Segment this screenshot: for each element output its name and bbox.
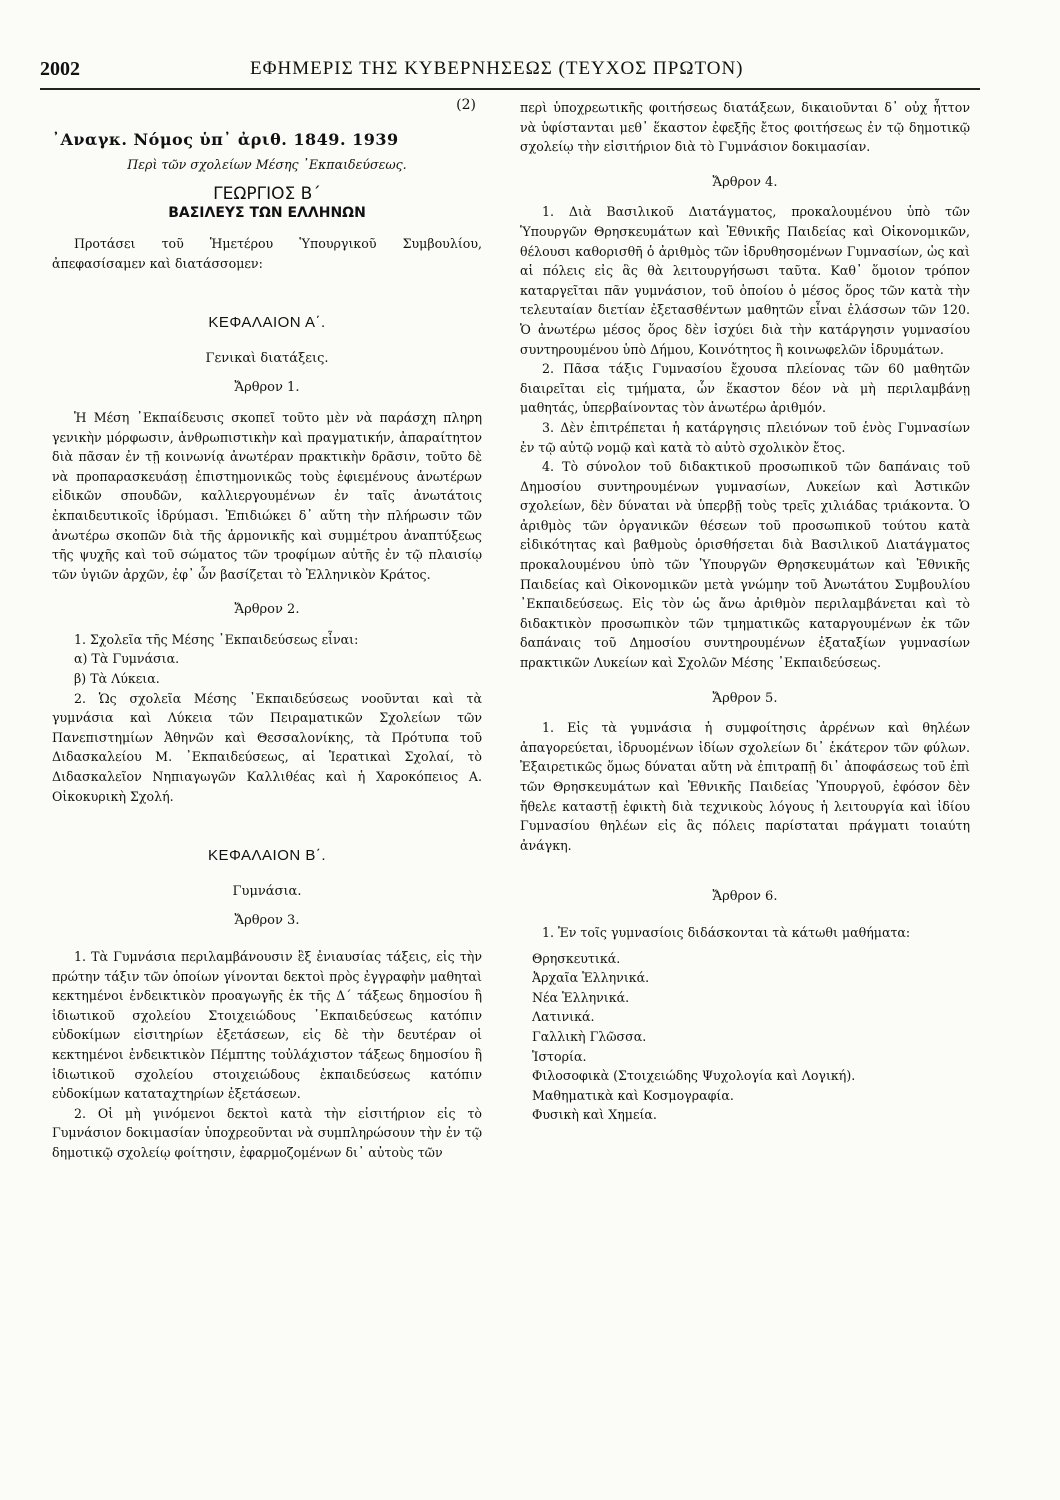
subject-item: Ἱστορία. <box>532 1048 587 1064</box>
subject-item: Νέα Ἑλληνικά. <box>532 989 630 1005</box>
subject-item: Γαλλικὴ Γλῶσσα. <box>532 1028 647 1044</box>
gazette-title: ΕΦΗΜΕΡΙΣ ΤΗΣ ΚΥΒΕΡΝΗΣΕΩΣ (ΤΕΥΧΟΣ ΠΡΩΤΟΝ) <box>250 58 744 79</box>
subject-item: Μαθηματικὰ καὶ Κοσμογραφία. <box>532 1087 734 1103</box>
law-subject: Περὶ τῶν σχολείων Μέσης ᾿Εκπαιδεύσεως. <box>127 157 407 173</box>
continuation-text: περὶ ὑποχρεωτικῆς φοιτήσεως διατάξεων, δικαιοῦνται δ᾿ οὐχ ἧττον νὰ ὑφίστανται μεθ᾿ ἕκαστον ἐφεξῆς ἔτος φοιτήσεως ἐν τῷ δημοτικῷ σχολείῳ τὴν εἰσιτήριον διὰ τὸ Γυμνάσιον δοκιμασίαν. <box>520 100 970 155</box>
chapter-a-subtitle: Γενικαὶ διατάξεις. <box>205 350 329 366</box>
article-3-para-2: 2. Οἱ μὴ γινόμενοι δεκτοὶ κατὰ τὴν εἰσιτήριον εἰς τὸ Γυμνάσιον δοκιμασίαν ὑποχρεοῦνται νὰ συμπληρώσουν τὴν ἐν τῷ δημοτικῷ σχολείῳ φοίτησιν, ἐφαρμοζομένων δι᾿ αὐτοὺς τῶν <box>52 1105 482 1160</box>
king-title: ΒΑΣΙΛΕΥΣ ΤΩΝ ΕΛΛΗΝΩΝ <box>168 205 366 222</box>
chapter-b-subtitle: Γυμνάσια. <box>232 883 302 899</box>
article-6-para-1: 1. Ἐν τοῖς γυμνασίοις διδάσκονται τὰ κάτωθι μαθήματα: <box>542 924 911 940</box>
law-marker: (2) <box>456 97 476 113</box>
subject-item: Φυσικὴ καὶ Χημεία. <box>532 1107 657 1123</box>
chapter-b-title: ΚΕΦΑΛΑΙΟΝ Β΄. <box>207 847 327 865</box>
article-4-para-1: 1. Διὰ Βασιλικοῦ Διατάγματος, προκαλουμένου ὑπὸ τῶν Ὑπουργῶν Θρησκευμάτων καὶ Ἐθνικῆς Παιδείας καὶ Οἰκονομικῶν, θέλουσι καθορισθῆ ὁ ἀριθμὸς τῶν ἱδρυθησομένων Γυμνασίων, ὡς καὶ αἱ πόλεις εἰς ἃς θὰ λειτουργήσωσι ταῦτα. Καθ᾿ ὅμοιον τρόπον καταργεῖται πᾶν γυμνάσιον, τοῦ ὁποίου ὁ μέσος ὅρος τῶν κατὰ τὴν τελευταίαν διετίαν ἐξετασθέντων μαθητῶν εἶναι ἐλάσσων τῶν 120. Ὁ ἀνωτέρω μέσος ὅρος δὲν ἰσχύει διὰ τὴν κατάργησιν γυμνασίου συντηρουμένου ὑπὸ Δήμου, Κοινότητος ἢ κοινωφελῶν ἱδρυμάτων. <box>520 204 970 357</box>
law-title: ᾿Αναγκ. Νόμος ὑπ᾿ ἀριθ. 1849. 1939 <box>52 129 399 149</box>
article-2-title: Ἄρθρον 2. <box>234 602 300 618</box>
subject-item: Θρησκευτικά. <box>532 950 621 966</box>
article-4-para-2: 2. Πᾶσα τάξις Γυμνασίου ἔχουσα πλείονας τῶν 60 μαθητῶν διαιρεῖται εἰς τμήματα, ὧν ἕκαστον δέον νὰ μὴ περιλαμβάνῃ μαθητάς, ὑπερβαίνοντας τὸν ἀνωτέρω ἀριθμόν. <box>520 361 970 416</box>
article-1-title: Ἄρθρον 1. <box>234 380 300 396</box>
king-name: ΓΕΩΡΓΙΟΣ Β΄ <box>213 183 321 204</box>
subjects-list <box>520 949 970 1125</box>
page-number: 2002 <box>40 58 80 80</box>
article-2-item-a: α) Τὰ Γυμνάσια. <box>74 651 180 667</box>
subject-item: Λατινικά. <box>532 1009 595 1025</box>
article-1-text: Ἡ Μέση ᾿Εκπαίδευσις σκοπεῖ τοῦτο μὲν νὰ παράσχη πληρη γενικὴν μόρφωσιν, ἀνθρωπιστικὴν καὶ πραγματικήν, ἀπαραίτητον διὰ πᾶσαν ἐν τῇ κοινωνίᾳ ἀνωτέραν πρακτικὴν δρᾶσιν, τοῦτο δὲ νὰ προπαρασκευάσῃ ἐπιστημονικῶς τοὺς ἐφιεμένους ἀνωτέρων εἰδικῶν σπουδῶν, καλλιεργουμένων ἐν ταῖς ἀνωτάτοις ἐκπαιδευτικοῖς ἱδρύμασι. Ἐπιδιώκει δ᾿ αὕτη τὴν πλήρωσιν τῶν ἀνωτέρω σκοπῶν διὰ τῆς ἁρμονικῆς καὶ συμμέτρου ἀναπτύξεως τῆς ψυχῆς καὶ τοῦ σώματος τῶν τροφίμων αὐτῆς ἐν τῷ πλαισίῳ τῶν ὑγιῶν ἀρχῶν, ἐφ᾿ ὧν βασίζεται τὸ Ἑλληνικὸν Κράτος. <box>52 409 482 582</box>
preamble: Προτάσει τοῦ Ἡμετέρου Ὑπουργικοῦ Συμβουλίου, ἀπεφασίσαμεν καὶ διατάσσομεν: <box>52 235 482 271</box>
page-header <box>40 58 980 88</box>
article-6-title: Ἄρθρον 6. <box>712 889 778 905</box>
article-2-para-1: 1. Σχολεῖα τῆς Μέσης ᾿Εκπαιδεύσεως εἶναι: <box>74 631 359 647</box>
subject-item: Ἀρχαῖα Ἑλληνικά. <box>532 970 650 986</box>
article-4-title: Ἄρθρον 4. <box>712 174 778 190</box>
article-3-para-1: 1. Τὰ Γυμνάσια περιλαμβάνουσιν ἓξ ἐνιαυσίας τάξεις, εἰς τὴν πρώτην τάξιν τῶν ὁποίων γίνονται δεκτοὶ πρὸς ἐγγραφὴν μαθηταὶ κεκτημένοι ἐνδεικτικὸν προαγωγῆς ἐκ τῆς Δ΄ τάξεως δημοσίου ἢ ἰδιωτικοῦ σχολείου Στοιχειώδους ᾿Εκπαιδεύσεως κατόπιν εὐδοκίμων εἰσιτηρίων ἐξετάσεων, εἰς δὲ τὴν δευτέραν οἱ κεκτημένοι ἐνδεικτικὸν Πέμπτης τοὐλάχιστον τάξεως δημοσίου ἢ ἰδιωτικοῦ σχολείου στοιχειώδους ἐκπαιδεύσεως κατόπιν εὐδοκίμων καταταχτηρίων ἐξετάσεων. <box>52 949 482 1102</box>
article-2-item-b: β) Τὰ Λύκεια. <box>74 671 160 687</box>
subject-item: Φιλοσοφικὰ (Στοιχειώδης Ψυχολογία καὶ Λογική). <box>532 1068 856 1084</box>
chapter-a-title: ΚΕΦΑΛΑΙΟΝ Α΄. <box>208 314 326 332</box>
article-5-para-1: 1. Εἰς τὰ γυμνάσια ἡ συμφοίτησις ἀρρένων καὶ θηλέων ἀπαγορεύεται, ἱδρυομένων ἰδίων σχολείων δι᾿ ἑκάτερον τῶν φύλων. Ἐξαιρετικῶς ὅμως δύναται αὕτη νὰ ἐπιτραπῇ δι᾿ ἀποφάσεως τοῦ ἐπὶ τῶν Θρησκευμάτων καὶ Ἐθνικῆς Παιδείας Ὑπουργοῦ, ἐφόσον δὲν ἤθελε καταστῇ ἐφικτὴ διὰ τεχνικοὺς λόγους ἡ λειτουργία καὶ ἰδίου Γυμνασίου θηλέων εἰς ἃς πόλεις παρίσταται πράγματι τοιαύτη ἀνάγκη. <box>520 720 970 853</box>
left-column <box>52 98 482 1163</box>
article-4-para-4: 4. Τὸ σύνολον τοῦ διδακτικοῦ προσωπικοῦ τῶν δαπάναις τοῦ Δημοσίου συντηρουμένων γυμνασίων, Λυκείων καὶ Ἀστικῶν σχολείων, δὲν δύναται νὰ ὑπερβῇ τοὺς τρεῖς χιλιάδας τριάκοντα. Ὁ ἀριθμὸς τῶν ὀργανικῶν θέσεων τοῦ προσωπικοῦ τούτου κατὰ εἰδικότητας καὶ βαθμοὺς ὁρισθήσεται διὰ Βασιλικοῦ Διατάγματος προκαλουμένου ὑπὸ τῶν Ὑπουργῶν Θρησκευμάτων καὶ Ἐθνικῆς Παιδείας καὶ Οἰκονομικῶν μετὰ γνώμην τοῦ Ἀνωτάτου Συμβουλίου ᾿Εκπαιδεύσεως. Εἰς τὸν ὡς ἄνω ἀριθμὸν περιλαμβάνεται καὶ τὸ διδακτικὸν προσωπικὸν τῶν τμηματικῶς καταργουμένων ἐκ τῶν δαπάναις τοῦ Δημοσίου συντηρουμένων ἐξαταξίων γυμνασίων πρακτικῶν Λυκείων καὶ Σχολῶν Μέσης ᾿Εκπαιδεύσεως. <box>520 459 970 671</box>
right-column <box>520 98 970 1125</box>
article-3-title: Ἄρθρον 3. <box>234 913 300 929</box>
law-marker-line <box>52 98 482 118</box>
article-5-title: Ἄρθρον 5. <box>712 690 778 706</box>
article-4-para-3: 3. Δὲν ἐπιτρέπεται ἡ κατάργησις πλειόνων τοῦ ἑνὸς Γυμνασίων ἐν τῷ αὐτῷ νομῷ καὶ κατὰ τὸ αὐτὸ σχολικὸν ἔτος. <box>520 419 970 455</box>
header-rule <box>40 88 980 90</box>
article-2-para-2: 2. Ὡς σχολεῖα Μέσης ᾿Εκπαιδεύσεως νοοῦνται καὶ τὰ γυμνάσια καὶ Λύκεια τῶν Πειραματικῶν Σχολείων τῶν Πανεπιστημίων Ἀθηνῶν καὶ Θεσσαλονίκης, τὰ Πρότυπα τοῦ Διδασκαλείου Μ. ᾿Εκπαιδεύσεως, αἱ Ἱερατικαὶ Σχολαί, τὸ Διδασκαλεῖον Νηπιαγωγῶν Καλλιθέας καὶ ἡ Χαροκόπειος Α. Οἰκοκυρικὴ Σχολή. <box>52 690 482 804</box>
